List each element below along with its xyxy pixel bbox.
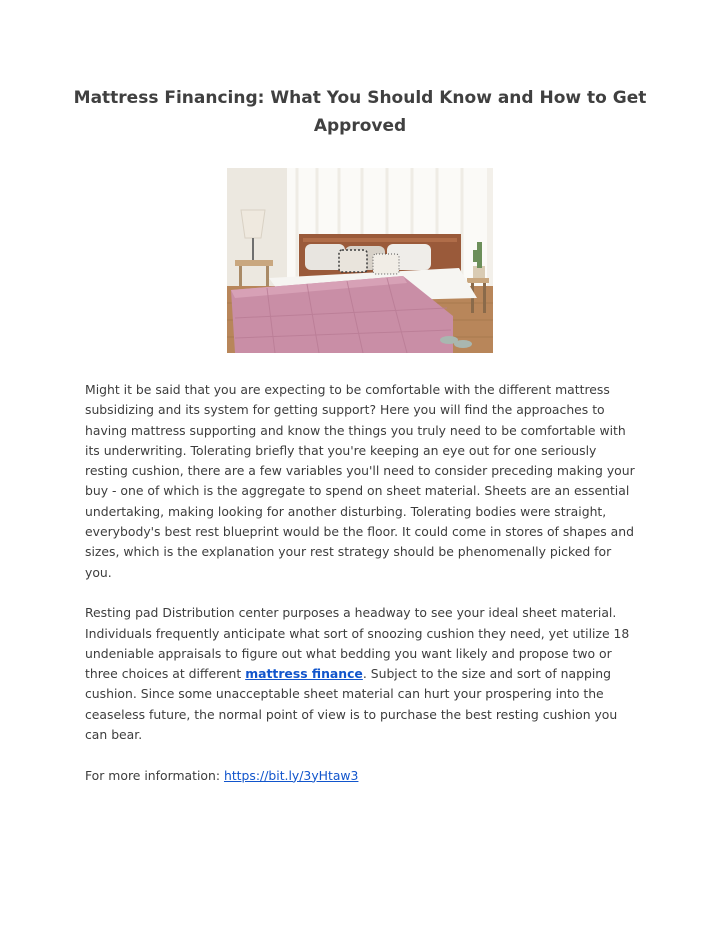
paragraph-distribution-text-start: Resting pad Distribution center purposes a headway to see your ideal sheet material. Individuals frequently anticipate what sort of snoozing cushion they need, yet utilize 18 undeniable appraisals to figure out what bedding you want likely and propose two or three choices at different [85, 605, 630, 682]
more-info-link[interactable]: https://bit.ly/3yHtaw3 [223, 767, 359, 783]
more-info-label: For more information: [85, 767, 224, 783]
document-body [85, 380, 637, 806]
bedroom-illustration [227, 168, 493, 353]
mattress-finance-link[interactable]: mattress finance [245, 666, 363, 682]
more-info-line [85, 766, 637, 786]
paragraph-distribution [85, 603, 637, 745]
bedroom-photo [227, 168, 493, 353]
paragraph-intro: Might it be said that you are expecting to be comfortable with the different mattress subsidizing and its system for getting support? Here you will find the approaches to having mattress supporting and know the things you truly need to be comfortable with its underwriting. Tolerating briefly that you're keeping an eye out for one seriously resting cushion, there are a few variables you'll need to consider preceding making your buy - one of which is the aggregate to spend on sheet material. Sheets are an essential undertaking, making looking for another disturbing. Tolerating bodies were straight, everybody's best rest blueprint would be the floor. It could come in stores of shapes and sizes, which is the explanation your rest strategy should be phenomenally picked for you. [85, 382, 635, 580]
document-title: Mattress Financing: What You Should Know and How to Get Approved [73, 88, 647, 136]
paragraph-distribution-text-end: . Subject to the size and sort of napping cushion. Since some unacceptable sheet material can hurt your prospering into the ceaseless future, the normal point of view is to purchase the best resting cushion you can bear. [85, 666, 618, 743]
